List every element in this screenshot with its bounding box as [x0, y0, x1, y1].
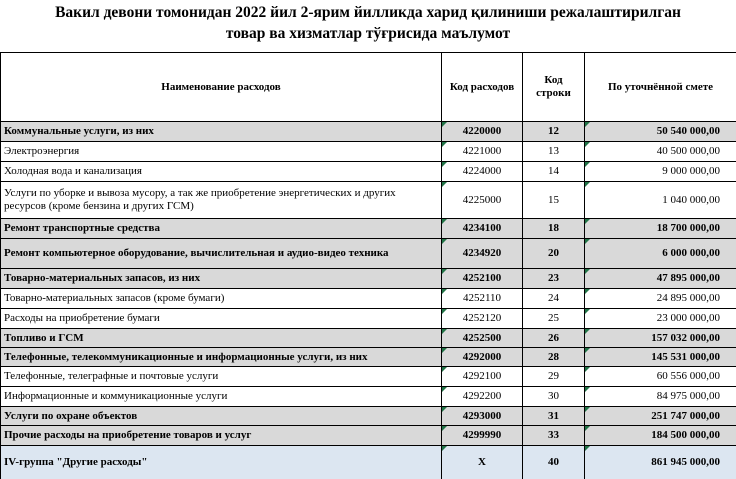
table-row	[1, 426, 736, 446]
table-row	[1, 239, 736, 269]
cell-code[interactable]: 4252110	[442, 289, 523, 309]
table-row	[1, 219, 736, 239]
table-row	[1, 269, 736, 289]
cell-line[interactable]: 30	[523, 387, 585, 407]
cell-line[interactable]: 29	[523, 367, 585, 387]
table-row	[1, 309, 736, 329]
cell-line[interactable]: 40	[523, 446, 585, 479]
table-row	[1, 142, 736, 162]
cell-amount[interactable]: 23 000 000,00	[585, 309, 736, 329]
cell-line[interactable]: 31	[523, 407, 585, 426]
cell-name[interactable]: Товарно-материальных запасов (кроме бумаги)	[1, 289, 442, 309]
cell-line[interactable]: 26	[523, 329, 585, 348]
cell-amount[interactable]: 157 032 000,00	[585, 329, 736, 348]
cell-name[interactable]: Расходы на приобретение бумаги	[1, 309, 442, 329]
table-row	[1, 122, 736, 142]
cell-name[interactable]: Ремонт транспортные средства	[1, 219, 442, 239]
cell-amount[interactable]: 47 895 000,00	[585, 269, 736, 289]
header-name[interactable]: Наименование расходов	[1, 53, 442, 122]
table-row	[1, 348, 736, 367]
cell-amount[interactable]: 184 500 000,00	[585, 426, 736, 446]
cell-line[interactable]: 24	[523, 289, 585, 309]
cell-code[interactable]: 4221000	[442, 142, 523, 162]
cell-amount[interactable]: 1 040 000,00	[585, 182, 736, 219]
cell-amount[interactable]: 84 975 000,00	[585, 387, 736, 407]
cell-line[interactable]: 15	[523, 182, 585, 219]
cell-code[interactable]: 4234920	[442, 239, 523, 269]
cell-line[interactable]: 33	[523, 426, 585, 446]
cell-code[interactable]: Х	[442, 446, 523, 479]
cell-amount[interactable]: 6 000 000,00	[585, 239, 736, 269]
table-row	[1, 329, 736, 348]
cell-line[interactable]: 23	[523, 269, 585, 289]
cell-name[interactable]: Телефонные, телекоммуникационные и информационные услуги, из них	[1, 348, 442, 367]
cell-line[interactable]: 18	[523, 219, 585, 239]
cell-code[interactable]: 4252120	[442, 309, 523, 329]
cell-line[interactable]: 20	[523, 239, 585, 269]
cell-code[interactable]: 4225000	[442, 182, 523, 219]
cell-line[interactable]: 13	[523, 142, 585, 162]
cell-name[interactable]: Холодная вода и канализация	[1, 162, 442, 182]
cell-code[interactable]: 4299990	[442, 426, 523, 446]
cell-code[interactable]: 4293000	[442, 407, 523, 426]
cell-name[interactable]: Товарно-материальных запасов, из них	[1, 269, 442, 289]
total-row	[1, 446, 736, 479]
cell-name[interactable]: Информационные и коммуникационные услуги	[1, 387, 442, 407]
cell-line[interactable]: 28	[523, 348, 585, 367]
cell-name[interactable]: Электроэнергия	[1, 142, 442, 162]
table-row	[1, 162, 736, 182]
cell-name[interactable]: Телефонные, телеграфные и почтовые услуги	[1, 367, 442, 387]
header-amount[interactable]: По уточнённой смете	[585, 53, 736, 122]
table-row	[1, 289, 736, 309]
cell-code[interactable]: 4224000	[442, 162, 523, 182]
cell-name[interactable]: Топливо и ГСМ	[1, 329, 442, 348]
cell-name[interactable]: Услуги по уборке и вывоза мусору, а так же приобретение энергетических и других ресурсов (кроме бензина и других ГСМ)	[1, 182, 442, 219]
document-title	[0, 2, 736, 44]
table-row	[1, 407, 736, 426]
table-row	[1, 387, 736, 407]
cell-code[interactable]: 4292200	[442, 387, 523, 407]
cell-code[interactable]: 4252500	[442, 329, 523, 348]
cell-code[interactable]: 4220000	[442, 122, 523, 142]
cell-code[interactable]: 4292000	[442, 348, 523, 367]
cell-line[interactable]: 14	[523, 162, 585, 182]
cell-line[interactable]: 12	[523, 122, 585, 142]
cell-amount[interactable]: 251 747 000,00	[585, 407, 736, 426]
header-code[interactable]: Код расходов	[442, 53, 523, 122]
title-line-2: товар ва хизматлар тўғрисида маълумот	[225, 25, 511, 42]
title-line-1: Вакил девони томонидан 2022 йил 2-ярим йилликда харид қилиниши режалаштирилган	[55, 4, 681, 21]
cell-name[interactable]: Услуги по охране объектов	[1, 407, 442, 426]
cell-line[interactable]: 25	[523, 309, 585, 329]
cell-amount[interactable]: 50 540 000,00	[585, 122, 736, 142]
expenses-table	[0, 52, 736, 479]
cell-code[interactable]: 4252100	[442, 269, 523, 289]
cell-amount[interactable]: 24 895 000,00	[585, 289, 736, 309]
cell-name[interactable]: Прочие расходы на приобретение товаров и услуг	[1, 426, 442, 446]
table-row	[1, 367, 736, 387]
cell-amount[interactable]: 18 700 000,00	[585, 219, 736, 239]
cell-name[interactable]: Коммунальные услуги, из них	[1, 122, 442, 142]
cell-name[interactable]: IV-группа "Другие расходы"	[1, 446, 442, 479]
cell-amount[interactable]: 9 000 000,00	[585, 162, 736, 182]
cell-amount[interactable]: 145 531 000,00	[585, 348, 736, 367]
header-line[interactable]: Код строки	[523, 53, 585, 122]
cell-code[interactable]: 4292100	[442, 367, 523, 387]
cell-name[interactable]: Ремонт компьютерное оборудование, вычислительная и аудио-видео техника	[1, 239, 442, 269]
cell-code[interactable]: 4234100	[442, 219, 523, 239]
cell-amount[interactable]: 861 945 000,00	[585, 446, 736, 479]
cell-amount[interactable]: 40 500 000,00	[585, 142, 736, 162]
cell-amount[interactable]: 60 556 000,00	[585, 367, 736, 387]
table-row	[1, 182, 736, 219]
header-row	[1, 53, 736, 122]
